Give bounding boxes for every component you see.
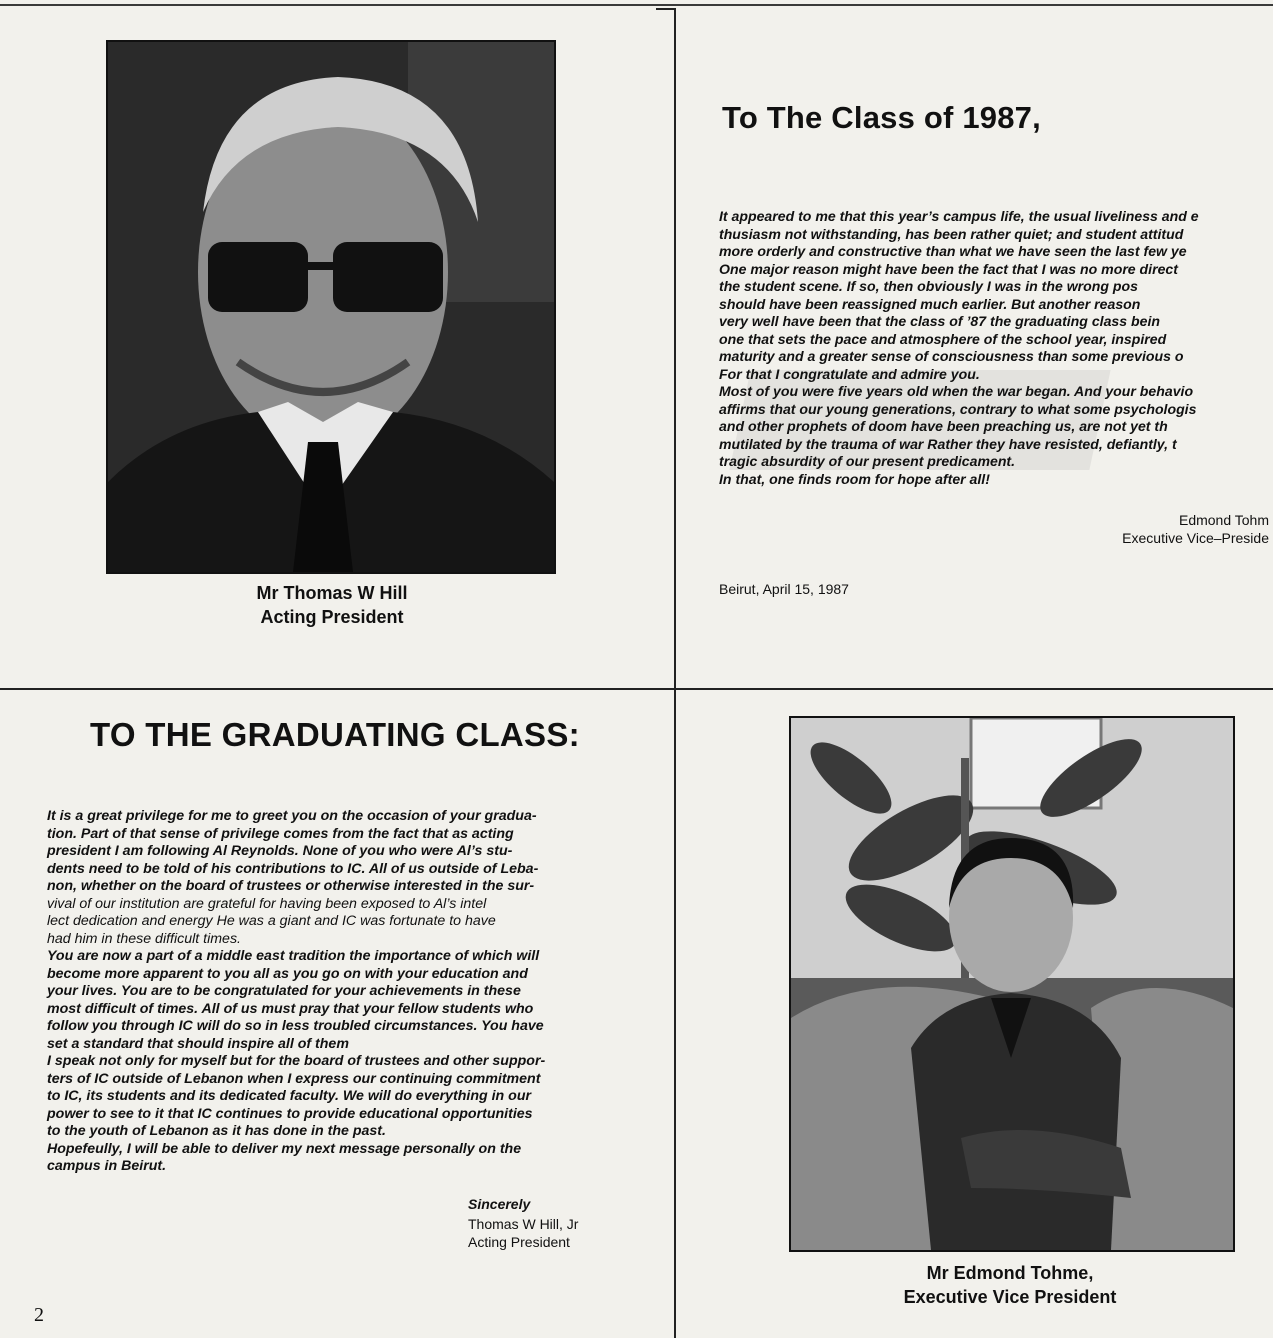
letter-line: You are now a part of a middle east tradition the importance of which will <box>47 948 540 964</box>
letter-line: ters of IC outside of Lebanon when I express our continuing commitment <box>47 1070 541 1087</box>
letter-1987-signature <box>1122 511 1269 547</box>
letter-line: campus in Beirut. <box>47 1158 167 1174</box>
tohme-role: Executive Vice President <box>903 1287 1117 1307</box>
closing: Sincerely <box>468 1196 531 1212</box>
letter-line: and other prophets of doom have been preaching us, are not yet th <box>719 418 1168 434</box>
letter-line: mutilated by the trauma of war Rather they have resisted, defiantly, t <box>719 435 1177 452</box>
signature-title: Executive Vice–Preside <box>1122 530 1269 546</box>
letter-graduating-title: TO THE GRADUATING CLASS: <box>90 716 580 753</box>
signature-name: Thomas W Hill, Jr <box>468 1216 579 1232</box>
divider-tick <box>656 8 676 10</box>
portrait-thomas-hill <box>106 40 556 574</box>
caption-tohme <box>800 1261 1220 1309</box>
letter-line: should have been reassigned much earlier. But another reason <box>719 295 1141 312</box>
letter-line: the student scene. If so, then obviously I was in the wrong pos <box>719 278 1138 294</box>
letter-line: one that sets the pace and atmosphere of the school year, inspired <box>719 330 1167 347</box>
letter-line: very well have been that the class of ’87 the graduating class bein <box>719 313 1160 329</box>
signature-title: Acting President <box>468 1234 570 1250</box>
letter-line: tragic absurdity of our present predicament. <box>719 453 1016 469</box>
letter-line: follow you through IC will do so in less troubled circumstances. You have <box>47 1018 544 1034</box>
letter-line: become more apparent to you all as you go on with your education and <box>47 965 528 982</box>
vertical-divider <box>674 8 676 1338</box>
letter-line: vival of our institution are grateful for having been exposed to Al’s intel <box>47 895 487 912</box>
letter-line: your lives. You are to be congratulated for your achievements in these <box>47 983 521 999</box>
letter-line: I speak not only for myself but for the board of trustees and other suppor- <box>47 1053 546 1069</box>
letter-line: most difficult of times. All of us must pray that your fellow students who <box>47 1000 534 1017</box>
letter-line: non, whether on the board of trustees or otherwise interested in the sur- <box>47 878 535 894</box>
letter-line: affirms that our young generations, contrary to what some psychologis <box>719 400 1197 417</box>
portrait-thomas-hill-image <box>108 42 554 572</box>
letter-line: president I am following Al Reynolds. None of you who were Al’s stu- <box>47 843 513 859</box>
letter-line: power to see to it that IC continues to provide educational opportunities <box>47 1105 533 1122</box>
letter-line: Hopefeully, I will be able to deliver my next message personally on the <box>47 1140 522 1157</box>
hill-role: Acting President <box>260 607 404 627</box>
letter-line: Most of you were five years old when the war began. And your behavio <box>719 383 1194 399</box>
portrait-edmond-tohme <box>789 716 1235 1252</box>
letter-graduating-body <box>47 808 627 1176</box>
letter-graduating-signature <box>468 1195 578 1251</box>
letter-line: It is a great privilege for me to greet you on the occasion of your gradua- <box>47 808 537 824</box>
letter-line: set a standard that should inspire all of them <box>47 1035 349 1052</box>
letter-1987-title: To The Class of 1987, <box>722 100 1041 135</box>
letter-line: had him in these difficult times. <box>47 930 241 947</box>
place-date: Beirut, April 15, 1987 <box>719 581 849 597</box>
letter-line: to the youth of Lebanon as it has done in the past. <box>47 1123 386 1139</box>
portrait-edmond-tohme-image <box>791 718 1233 1250</box>
letter-line: In that, one finds room for hope after all! <box>719 470 990 487</box>
horizontal-divider <box>0 688 1273 690</box>
letter-line: more orderly and constructive than what we have seen the last few ye <box>719 243 1187 259</box>
letter-line: tion. Part of that sense of privilege comes from the fact that as acting <box>47 825 514 842</box>
letter-1987-body <box>719 208 1273 488</box>
page-number: 2 <box>34 1304 44 1326</box>
letter-line: to IC, its students and its dedicated faculty. We will do everything in our <box>47 1088 532 1104</box>
letter-line: lect dedication and energy He was a giant and IC was fortunate to have <box>47 913 496 929</box>
signature-name: Edmond Tohm <box>1178 512 1269 528</box>
top-rule <box>0 4 1273 6</box>
hill-name: Mr Thomas W Hill <box>256 583 408 603</box>
letter-line: For that I congratulate and admire you. <box>719 365 980 382</box>
letter-line: thusiasm not withstanding, has been rather quiet; and student attitud <box>719 225 1184 242</box>
letter-line: dents need to be told of his contributions to IC. All of us outside of Leba- <box>47 860 539 877</box>
letter-line: maturity and a greater sense of consciousness than some previous o <box>719 348 1184 364</box>
letter-line: One major reason might have been the fact that I was no more direct <box>719 260 1178 277</box>
letter-line: It appeared to me that this year’s campus life, the usual liveliness and e <box>719 208 1199 224</box>
tohme-name: Mr Edmond Tohme, <box>926 1263 1094 1283</box>
caption-hill <box>106 581 558 629</box>
